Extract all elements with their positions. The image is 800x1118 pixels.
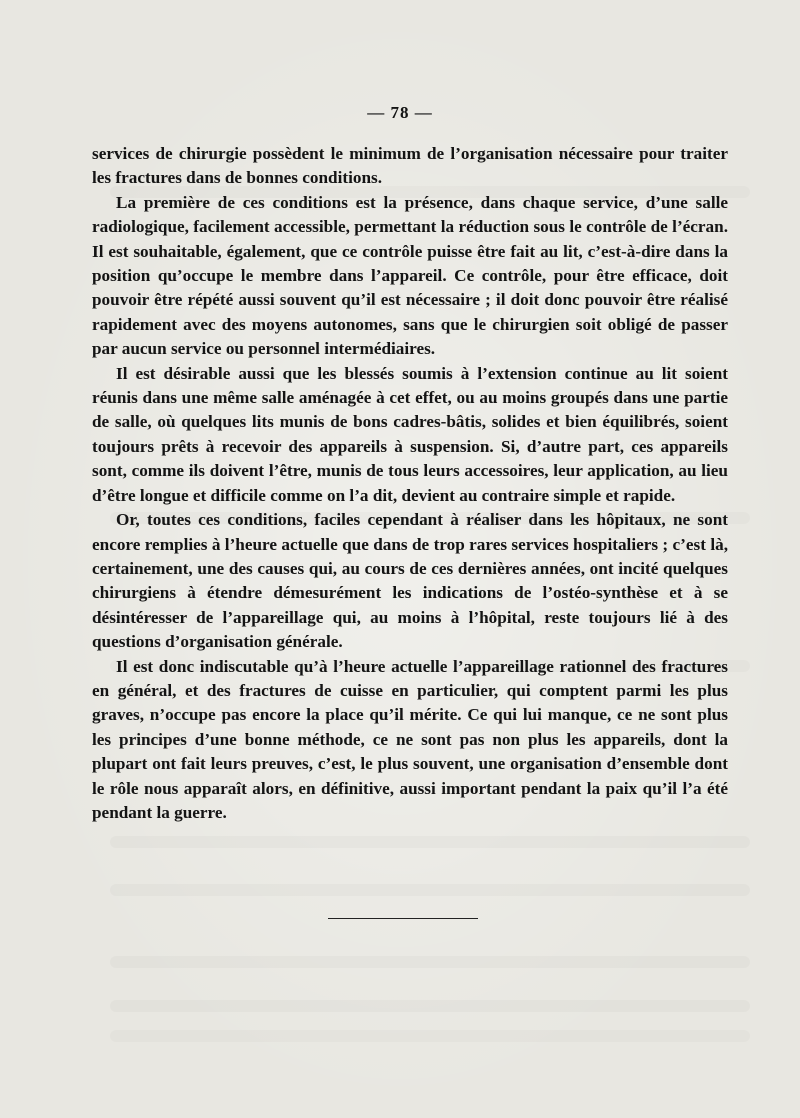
paragraph: Il est donc indiscutable qu’à l’heure actuelle l’appareillage rationnel des fractures en général, et des fractures de cuisse en particulier, qui comptent parmi les plus graves, n’occupe pas encore la place qu’il mérite. Ce qui lui manque, ce ne sont plus les principes d’une bonne méthode, ce ne sont pas non plus les appareils, dont la plupart ont fait leurs preuves, c’est, le plus souvent, une organisation d’ensemble dont le rôle nous apparaît alors, en définitive, aussi important pendant la paix qu’il l’a été pendant la guerre. xyxy=(92,656,728,822)
paragraph: services de chirurgie possèdent le minimum de l’organisation nécessaire pour traiter les fractures dans de bonnes conditions. xyxy=(92,144,728,188)
verso-bleed-through xyxy=(110,956,750,968)
verso-bleed-through xyxy=(110,1030,750,1042)
section-separator-rule xyxy=(328,918,478,919)
paragraph: Il est désirable aussi que les blessés soumis à l’extension continue au lit soient réunis dans une même salle aménagée à cet effet, ou au moins groupés dans une partie de salle, où quelques lits munis de bons cadres-bâtis, solides et bien équilibrés, soient toujours prêts à recevoir des appareils à suspension. Si, d’autre part, ces appareils sont, comme ils doivent l’être, munis de tous leurs accessoires, leur application, au lieu d’être longue et difficile comme on l’a dit, devient au contraire simple et rapide. xyxy=(92,363,728,505)
paragraph: Or, toutes ces conditions, faciles cependant à réaliser dans les hôpitaux, ne sont encore remplies à l’heure actuelle que dans de trop rares services hospitaliers ; c’est là, certainement, une des causes qui, au cours de ces dernières années, ont incité quelques chirurgiens à étendre démesurément les indications de l’ostéo-synthèse et à se désintéresser de l’appareillage qui, au moins à l’hôpital, reste toujours lié à des questions d’organisation générale. xyxy=(92,510,728,652)
verso-bleed-through xyxy=(110,1000,750,1012)
verso-bleed-through xyxy=(110,884,750,896)
verso-bleed-through xyxy=(110,836,750,848)
body-text xyxy=(92,142,728,825)
page-number: — 78 — xyxy=(367,103,433,122)
paragraph: La première de ces conditions est la présence, dans chaque service, d’une salle radiologique, facilement accessible, permettant la réduction sous le contrôle de l’écran. Il est souhaitable, également, que ce contrôle puisse être fait au lit, c’est-à-dire dans la position qu’occupe le membre dans l’appareil. Ce contrôle, pour être efficace, doit pouvoir être répété aussi souvent qu’il est nécessaire ; il doit donc pouvoir être réalisé rapidement avec des moyens autonomes, sans que le chirurgien soit obligé de passer par aucun service ou personnel intermédiaires. xyxy=(92,192,728,359)
